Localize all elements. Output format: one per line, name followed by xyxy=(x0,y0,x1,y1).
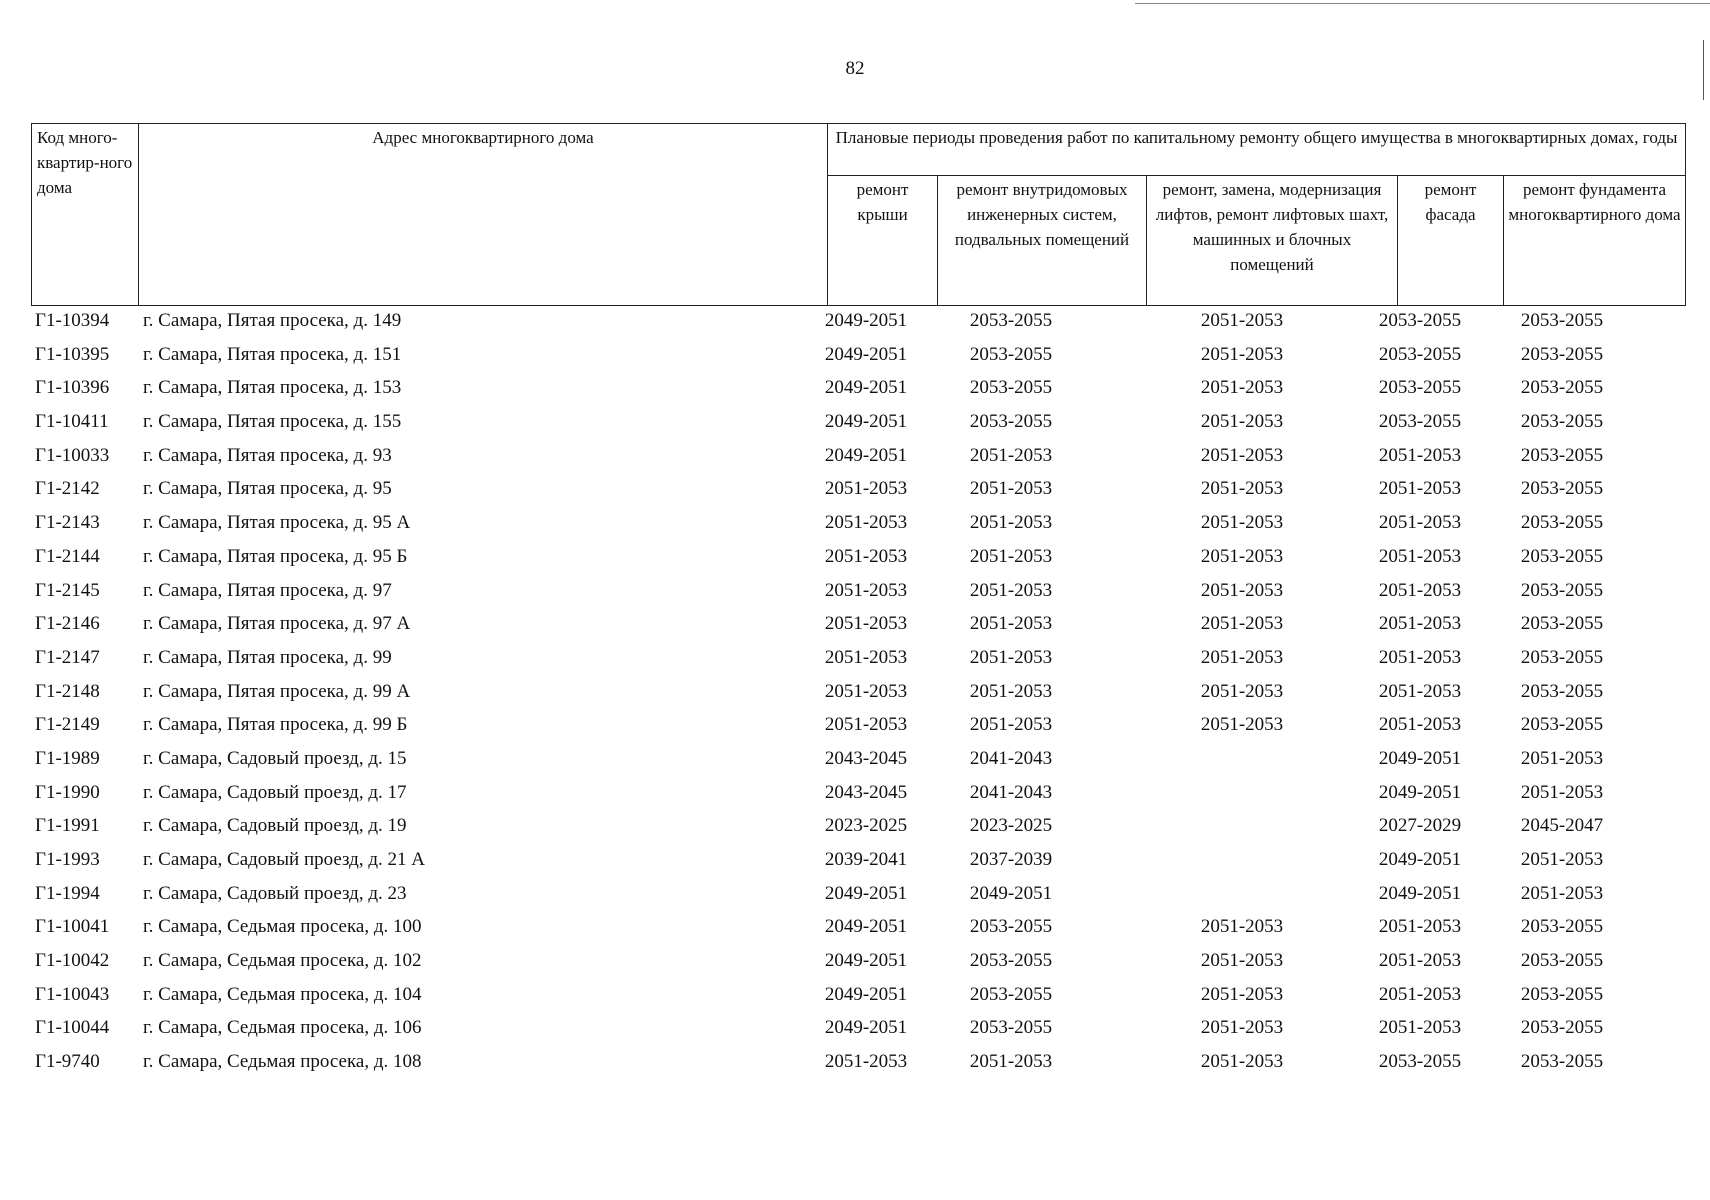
cell-elevators: 2051-2053 xyxy=(1200,1051,1284,1073)
header-address: Адрес многоквартирного дома xyxy=(139,124,828,306)
cell-facade: 2051-2053 xyxy=(1378,680,1462,702)
cell-foundation: 2053-2055 xyxy=(1520,1017,1604,1039)
cell-elevators: 2051-2053 xyxy=(1200,916,1284,938)
cell-foundation: 2053-2055 xyxy=(1520,512,1604,534)
cell-systems: 2051-2053 xyxy=(969,545,1053,567)
cell-foundation: 2053-2055 xyxy=(1520,579,1604,601)
cell-address: г. Самара, Пятая просека, д. 99 Б xyxy=(143,714,408,736)
cell-roof: 2051-2053 xyxy=(824,478,908,500)
cell-systems: 2053-2055 xyxy=(969,411,1053,433)
cell-systems: 2037-2039 xyxy=(969,849,1053,870)
cell-code: Г1-10033 xyxy=(35,444,110,466)
cell-foundation: 2051-2053 xyxy=(1520,747,1604,769)
cell-address: г. Самара, Садовый проезд, д. 19 xyxy=(143,815,407,837)
cell-code: Г1-10043 xyxy=(35,983,110,1005)
cell-foundation: 2051-2053 xyxy=(1520,882,1604,904)
cell-foundation: 2053-2055 xyxy=(1520,646,1604,668)
cell-roof: 2039-2041 xyxy=(824,849,908,870)
cell-systems: 2051-2053 xyxy=(969,512,1053,534)
cell-address: г. Самара, Пятая просека, д. 97 А xyxy=(143,613,411,635)
cell-address: г. Самара, Пятая просека, д. 93 xyxy=(143,444,392,466)
cell-code: Г1-2143 xyxy=(35,512,100,534)
cell-address: г. Самара, Седьмая просека, д. 106 xyxy=(143,1017,422,1039)
cell-address: г. Самара, Пятая просека, д. 99 А xyxy=(143,680,411,702)
cell-code: Г1-1989 xyxy=(35,747,100,769)
cell-code: Г1-1993 xyxy=(35,849,100,870)
cell-elevators: 2051-2053 xyxy=(1200,310,1284,331)
cell-facade: 2053-2055 xyxy=(1378,377,1462,399)
header-systems: ремонт внутридомовых инженерных систем, подвальных помещений xyxy=(938,176,1147,306)
header-facade: ремонт фасада xyxy=(1398,176,1504,306)
cell-code: Г1-10395 xyxy=(35,343,110,365)
cell-facade: 2049-2051 xyxy=(1378,882,1462,904)
cell-facade: 2049-2051 xyxy=(1378,747,1462,769)
cell-roof: 2051-2053 xyxy=(824,1051,908,1073)
cell-elevators: 2051-2053 xyxy=(1200,411,1284,433)
cell-facade: 2049-2051 xyxy=(1378,849,1462,870)
cell-systems: 2051-2053 xyxy=(969,680,1053,702)
cell-roof: 2051-2053 xyxy=(824,512,908,534)
cell-systems: 2053-2055 xyxy=(969,1017,1053,1039)
cell-facade: 2027-2029 xyxy=(1378,815,1462,837)
cell-code: Г1-10411 xyxy=(35,411,109,433)
cell-foundation: 2053-2055 xyxy=(1520,310,1604,331)
cell-address: г. Самара, Садовый проезд, д. 23 xyxy=(143,882,407,904)
cell-roof: 2049-2051 xyxy=(824,983,908,1005)
cell-facade: 2051-2053 xyxy=(1378,545,1462,567)
header-planned-periods: Плановые периоды проведения работ по капитальному ремонту общего имущества в многоквартирных домах, годы xyxy=(828,124,1686,176)
cell-roof: 2049-2051 xyxy=(824,411,908,433)
cell-foundation: 2053-2055 xyxy=(1520,714,1604,736)
cell-foundation: 2051-2053 xyxy=(1520,849,1604,870)
cell-roof: 2049-2051 xyxy=(824,444,908,466)
cell-roof: 2049-2051 xyxy=(824,343,908,365)
cell-systems: 2053-2055 xyxy=(969,983,1053,1005)
cell-foundation: 2051-2053 xyxy=(1520,781,1604,803)
cell-code: Г1-2147 xyxy=(35,646,100,668)
cell-code: Г1-9740 xyxy=(35,1051,100,1073)
cell-roof: 2049-2051 xyxy=(824,950,908,972)
cell-systems: 2041-2043 xyxy=(969,747,1053,769)
table-header xyxy=(31,123,1686,306)
cell-roof: 2049-2051 xyxy=(824,916,908,938)
cell-foundation: 2053-2055 xyxy=(1520,545,1604,567)
cell-roof: 2049-2051 xyxy=(824,310,908,331)
cell-code: Г1-2149 xyxy=(35,714,100,736)
scan-top-rule xyxy=(1135,3,1710,4)
cell-roof: 2051-2053 xyxy=(824,714,908,736)
cell-roof: 2049-2051 xyxy=(824,377,908,399)
cell-roof: 2051-2053 xyxy=(824,680,908,702)
cell-address: г. Самара, Пятая просека, д. 149 xyxy=(143,310,402,331)
cell-address: г. Самара, Садовый проезд, д. 15 xyxy=(143,747,407,769)
cell-facade: 2051-2053 xyxy=(1378,916,1462,938)
cell-code: Г1-2145 xyxy=(35,579,100,601)
cell-foundation: 2053-2055 xyxy=(1520,613,1604,635)
cell-systems: 2051-2053 xyxy=(969,613,1053,635)
cell-facade: 2051-2053 xyxy=(1378,444,1462,466)
cell-elevators: 2051-2053 xyxy=(1200,1017,1284,1039)
cell-foundation: 2053-2055 xyxy=(1520,411,1604,433)
cell-foundation: 2045-2047 xyxy=(1520,815,1604,837)
cell-elevators: 2051-2053 xyxy=(1200,343,1284,365)
cell-roof: 2023-2025 xyxy=(824,815,908,837)
cell-systems: 2053-2055 xyxy=(969,916,1053,938)
header-foundation: ремонт фундамента многоквартирного дома xyxy=(1504,176,1686,306)
cell-roof: 2051-2053 xyxy=(824,579,908,601)
cell-systems: 2051-2053 xyxy=(969,478,1053,500)
cell-systems: 2053-2055 xyxy=(969,310,1053,331)
cell-elevators: 2051-2053 xyxy=(1200,613,1284,635)
cell-facade: 2053-2055 xyxy=(1378,411,1462,433)
cell-address: г. Самара, Пятая просека, д. 95 Б xyxy=(143,545,408,567)
cell-elevators: 2051-2053 xyxy=(1200,950,1284,972)
header-code: Код много-квартир-ного дома xyxy=(32,124,139,306)
cell-systems: 2053-2055 xyxy=(969,377,1053,399)
cell-code: Г1-10044 xyxy=(35,1017,110,1039)
cell-foundation: 2053-2055 xyxy=(1520,343,1604,365)
cell-address: г. Самара, Пятая просека, д. 153 xyxy=(143,377,402,399)
cell-foundation: 2053-2055 xyxy=(1520,983,1604,1005)
cell-roof: 2051-2053 xyxy=(824,545,908,567)
cell-roof: 2049-2051 xyxy=(824,1017,908,1039)
cell-foundation: 2053-2055 xyxy=(1520,950,1604,972)
cell-systems: 2049-2051 xyxy=(969,882,1053,904)
cell-facade: 2051-2053 xyxy=(1378,512,1462,534)
cell-code: Г1-1991 xyxy=(35,815,100,837)
cell-facade: 2051-2053 xyxy=(1378,646,1462,668)
cell-address: г. Самара, Пятая просека, д. 99 xyxy=(143,646,392,668)
cell-code: Г1-10394 xyxy=(35,310,110,331)
cell-roof: 2049-2051 xyxy=(824,882,908,904)
cell-code: Г1-2148 xyxy=(35,680,100,702)
cell-systems: 2023-2025 xyxy=(969,815,1053,837)
cell-facade: 2051-2053 xyxy=(1378,579,1462,601)
page-number: 82 xyxy=(845,58,865,79)
cell-foundation: 2053-2055 xyxy=(1520,478,1604,500)
cell-facade: 2051-2053 xyxy=(1378,478,1462,500)
cell-elevators: 2051-2053 xyxy=(1200,646,1284,668)
cell-address: г. Самара, Садовый проезд, д. 21 А xyxy=(143,849,425,870)
cell-systems: 2053-2055 xyxy=(969,343,1053,365)
cell-elevators: 2051-2053 xyxy=(1200,680,1284,702)
cell-systems: 2051-2053 xyxy=(969,444,1053,466)
cell-elevators: 2051-2053 xyxy=(1200,714,1284,736)
cell-systems: 2051-2053 xyxy=(969,1051,1053,1073)
cell-roof: 2043-2045 xyxy=(824,747,908,769)
cell-facade: 2053-2055 xyxy=(1378,343,1462,365)
cell-address: г. Самара, Пятая просека, д. 155 xyxy=(143,411,402,433)
cell-address: г. Самара, Пятая просека, д. 95 xyxy=(143,478,392,500)
cell-roof: 2051-2053 xyxy=(824,613,908,635)
cell-address: г. Самара, Седьмая просека, д. 102 xyxy=(143,950,422,972)
cell-systems: 2041-2043 xyxy=(969,781,1053,803)
cell-elevators: 2051-2053 xyxy=(1200,545,1284,567)
cell-elevators: 2051-2053 xyxy=(1200,377,1284,399)
cell-address: г. Самара, Пятая просека, д. 151 xyxy=(143,343,402,365)
cell-address: г. Самара, Седьмая просека, д. 104 xyxy=(143,983,422,1005)
cell-facade: 2051-2053 xyxy=(1378,714,1462,736)
cell-systems: 2051-2053 xyxy=(969,714,1053,736)
header-roof: ремонт крыши xyxy=(828,176,938,306)
cell-facade: 2051-2053 xyxy=(1378,613,1462,635)
cell-address: г. Самара, Пятая просека, д. 97 xyxy=(143,579,392,601)
cell-elevators: 2051-2053 xyxy=(1200,478,1284,500)
cell-foundation: 2053-2055 xyxy=(1520,1051,1604,1073)
cell-code: Г1-2144 xyxy=(35,545,100,567)
cell-address: г. Самара, Садовый проезд, д. 17 xyxy=(143,781,407,803)
cell-code: Г1-2142 xyxy=(35,478,100,500)
cell-code: Г1-10041 xyxy=(35,916,110,938)
cell-facade: 2051-2053 xyxy=(1378,983,1462,1005)
cell-address: г. Самара, Пятая просека, д. 95 А xyxy=(143,512,411,534)
cell-roof: 2051-2053 xyxy=(824,646,908,668)
cell-elevators: 2051-2053 xyxy=(1200,579,1284,601)
cell-foundation: 2053-2055 xyxy=(1520,377,1604,399)
cell-foundation: 2053-2055 xyxy=(1520,444,1604,466)
cell-elevators: 2051-2053 xyxy=(1200,444,1284,466)
cell-facade: 2051-2053 xyxy=(1378,950,1462,972)
cell-facade: 2051-2053 xyxy=(1378,1017,1462,1039)
cell-systems: 2051-2053 xyxy=(969,579,1053,601)
header-elevators: ремонт, замена, модернизация лифтов, ремонт лифтовых шахт, машинных и блочных помещений xyxy=(1147,176,1398,306)
cell-code: Г1-2146 xyxy=(35,613,100,635)
cell-facade: 2053-2055 xyxy=(1378,310,1462,331)
cell-facade: 2053-2055 xyxy=(1378,1051,1462,1073)
cell-address: г. Самара, Седьмая просека, д. 108 xyxy=(143,1051,422,1073)
cell-systems: 2053-2055 xyxy=(969,950,1053,972)
cell-systems: 2051-2053 xyxy=(969,646,1053,668)
cell-facade: 2049-2051 xyxy=(1378,781,1462,803)
cell-elevators: 2051-2053 xyxy=(1200,983,1284,1005)
cell-code: Г1-10042 xyxy=(35,950,110,972)
cell-code: Г1-1994 xyxy=(35,882,100,904)
cell-code: Г1-10396 xyxy=(35,377,110,399)
cell-address: г. Самара, Седьмая просека, д. 100 xyxy=(143,916,422,938)
cell-foundation: 2053-2055 xyxy=(1520,916,1604,938)
cell-roof: 2043-2045 xyxy=(824,781,908,803)
cell-code: Г1-1990 xyxy=(35,781,100,803)
cell-elevators: 2051-2053 xyxy=(1200,512,1284,534)
cell-foundation: 2053-2055 xyxy=(1520,680,1604,702)
